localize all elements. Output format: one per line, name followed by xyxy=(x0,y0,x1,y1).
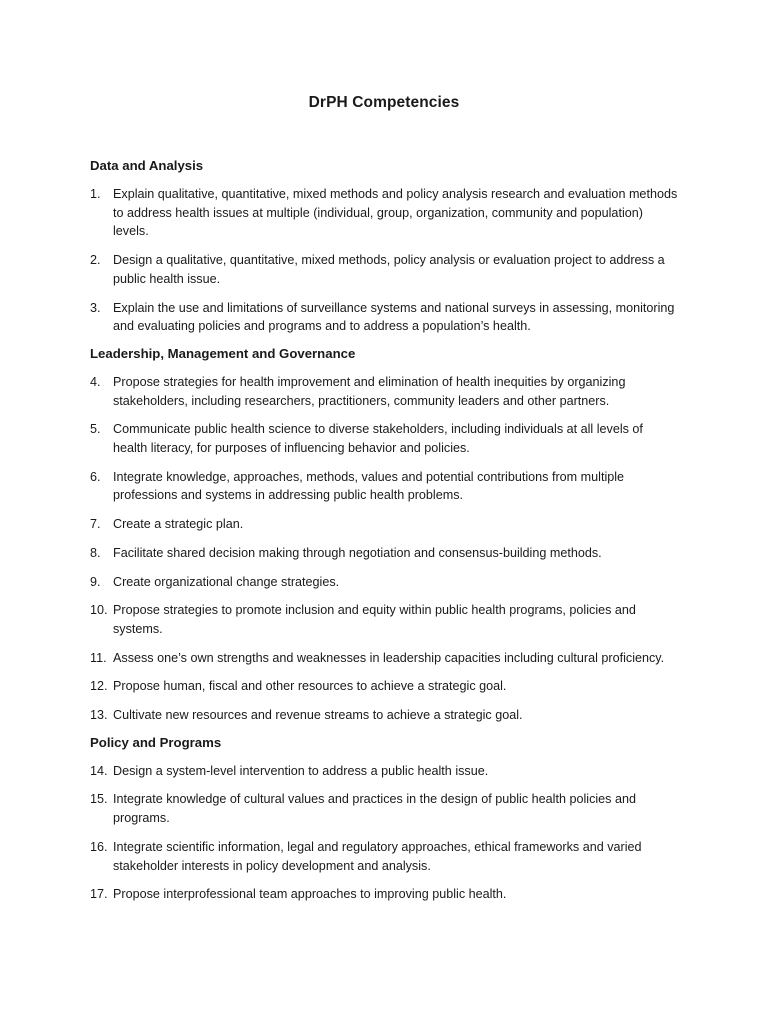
list-item xyxy=(90,515,680,534)
item-text: Design a qualitative, quantitative, mixed methods, policy analysis or evaluation project to address a public health issue. xyxy=(113,253,665,286)
item-number: 16. xyxy=(90,839,108,854)
list-item xyxy=(90,706,680,725)
section-policy-and-programs xyxy=(90,733,680,904)
section-data-and-analysis xyxy=(90,156,680,336)
item-text: Propose strategies for health improvement and elimination of health inequities by organizing stakeholders, including researchers, practitioners, community leaders and other partners. xyxy=(113,374,626,408)
document-title: DrPH Competencies xyxy=(308,94,460,111)
item-text: Explain qualitative, quantitative, mixed methods and policy analysis research and evaluation methods to address health issues at multiple (individual, group, organization, community and population) levels. xyxy=(113,187,678,239)
list-item xyxy=(90,885,680,904)
list-item xyxy=(90,649,680,668)
list-item xyxy=(90,790,680,827)
item-text: Create organizational change strategies. xyxy=(113,574,340,589)
list-item xyxy=(90,420,680,457)
competency-list xyxy=(90,762,680,904)
list-item xyxy=(90,544,680,563)
item-number: 11. xyxy=(90,650,107,665)
list-item xyxy=(90,468,680,505)
item-number: 12. xyxy=(90,679,108,694)
item-number: 17. xyxy=(90,887,108,902)
list-item xyxy=(90,762,680,781)
list-item xyxy=(90,677,680,696)
item-text: Explain the use and limitations of surveillance systems and national surveys in assessing, monitoring and evaluating policies and programs and to address a population’s health. xyxy=(113,300,675,334)
item-text: Propose human, fiscal and other resources to achieve a strategic goal. xyxy=(113,679,507,694)
item-text: Design a system-level intervention to address a public health issue. xyxy=(113,763,489,778)
item-text: Integrate knowledge of cultural values and practices in the design of public health policies and programs. xyxy=(113,792,636,826)
section-heading: Data and Analysis xyxy=(90,158,204,173)
item-number: 4. xyxy=(90,374,101,389)
list-item xyxy=(90,573,680,592)
item-number: 10. xyxy=(90,603,108,618)
document-body xyxy=(90,156,680,914)
item-text: Facilitate shared decision making through negotiation and consensus-building methods. xyxy=(113,545,602,560)
item-text: Propose strategies to promote inclusion and equity within public health programs, policies and systems. xyxy=(113,603,636,636)
section-heading: Policy and Programs xyxy=(90,734,222,750)
item-number: 6. xyxy=(90,469,101,484)
list-item xyxy=(90,185,680,241)
item-number: 14. xyxy=(90,763,108,778)
item-number: 1. xyxy=(90,187,101,201)
item-text: Integrate scientific information, legal and regulatory approaches, ethical frameworks and varied stakeholder interests in policy development and analysis. xyxy=(113,839,642,873)
item-text: Communicate public health science to diverse stakeholders, including individuals at all levels of health literacy, for purposes of influencing behavior and policies. xyxy=(113,422,643,456)
item-number: 2. xyxy=(90,253,101,268)
section-leadership-management-governance xyxy=(90,344,680,725)
list-item xyxy=(90,601,680,638)
item-number: 7. xyxy=(90,517,101,532)
item-text: Propose interprofessional team approaches to improving public health. xyxy=(113,887,507,902)
item-text: Assess one’s own strengths and weaknesses in leadership capacities including cultural proficiency. xyxy=(113,650,665,665)
item-text: Cultivate new resources and revenue streams to achieve a strategic goal. xyxy=(113,708,523,723)
item-number: 3. xyxy=(90,300,101,315)
item-text: Create a strategic plan. xyxy=(113,517,244,532)
section-heading: Leadership, Management and Governance xyxy=(90,345,356,361)
item-number: 9. xyxy=(90,574,101,589)
list-item xyxy=(90,299,680,336)
list-item xyxy=(90,373,680,410)
item-number: 13. xyxy=(90,708,108,723)
competency-list xyxy=(90,185,680,336)
item-number: 15. xyxy=(90,792,108,807)
item-number: 5. xyxy=(90,422,101,437)
competency-list xyxy=(90,373,680,725)
list-item xyxy=(90,251,680,288)
item-number: 8. xyxy=(90,545,101,560)
item-text: Integrate knowledge, approaches, methods, values and potential contributions from multiple professions and systems in addressing public health problems. xyxy=(113,469,625,503)
list-item xyxy=(90,838,680,875)
